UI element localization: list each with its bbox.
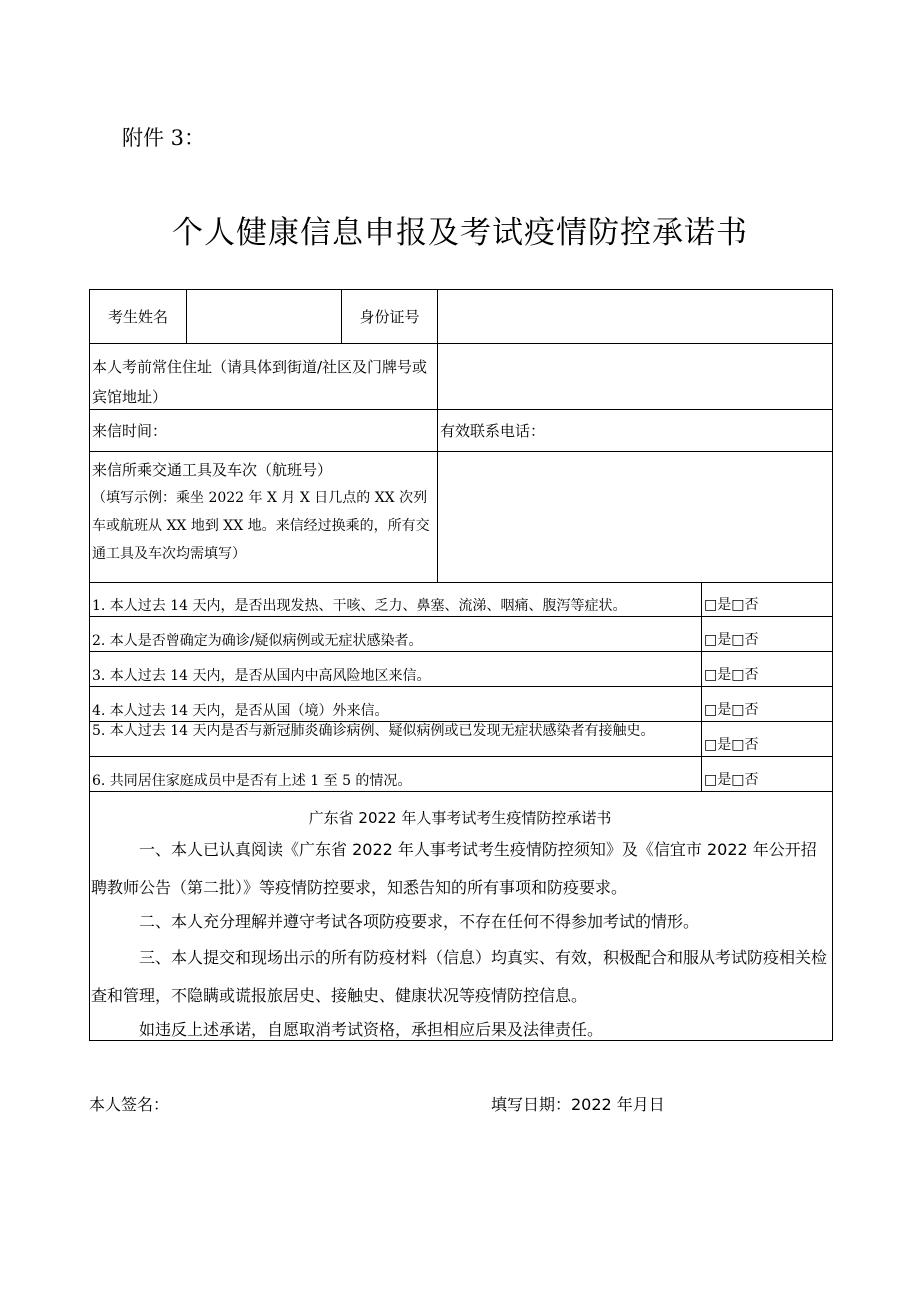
address-field[interactable] bbox=[438, 344, 832, 409]
page-title: 个人健康信息申报及考试疫情防控承诺书 bbox=[172, 215, 748, 251]
transport-label-cell bbox=[90, 452, 437, 582]
arrival-time-field[interactable]: 来信时间： bbox=[92, 422, 168, 440]
pledge-paragraph-4: 如违反上述承诺，自愿取消考试资格，承担相应后果及法律责任。 bbox=[139, 1020, 604, 1039]
question-2: 2. 本人是否曾确定为确诊/疑似病例或无症状感染者。 bbox=[92, 633, 423, 649]
yes-no-checkbox-4[interactable]: □是□否 bbox=[704, 702, 759, 718]
question-3: 3. 本人过去 14 天内，是否从国内中高风险地区来信。 bbox=[92, 668, 431, 684]
address-label: 本人考前常住住址（请具体到街道/社区及门牌号或宾馆地址） bbox=[92, 358, 428, 406]
transport-field[interactable] bbox=[438, 452, 832, 582]
pledge-paragraph-2: 二、本人充分理解并遵守考试各项防疫要求，不存在任何不得参加考试的情形。 bbox=[139, 912, 700, 931]
id-label: 身份证号 bbox=[359, 308, 420, 326]
question-6: 6. 共同居住家庭成员中是否有上述 1 至 5 的情况。 bbox=[92, 773, 412, 789]
date-label: 填写日期：2022 年月日 bbox=[491, 1095, 665, 1114]
yes-no-checkbox-6[interactable]: □是□否 bbox=[704, 772, 759, 788]
signature-label: 本人签名： bbox=[89, 1095, 170, 1114]
yes-no-checkbox-1[interactable]: □是□否 bbox=[704, 597, 759, 613]
yes-no-checkbox-3[interactable]: □是□否 bbox=[704, 667, 759, 683]
pledge-paragraph-3: 三、本人提交和现场出示的所有防疫材料（信息）均真实、有效，积极配合和服从考试防疫相关检查和管理，不隐瞒或谎报旅居史、接触史、健康状况等疫情防控信息。 bbox=[91, 948, 828, 1005]
pledge-paragraph-1: 一、本人已认真阅读《广东省 2022 年人事考试考生疫情防控须知》及《信宜市 2022 年公开招聘教师公告（第二批）》等疫情防控要求，知悉告知的所有事项和防疫要求。 bbox=[91, 840, 817, 897]
yes-no-checkbox-2[interactable]: □是□否 bbox=[704, 632, 759, 648]
pledge-title: 广东省 2022 年人事考试考生疫情防控承诺书 bbox=[308, 809, 612, 827]
attachment-label: 附件 3： bbox=[122, 126, 206, 150]
phone-field[interactable]: 有效联系电话： bbox=[440, 422, 546, 440]
transport-hint: （填写示例：乘坐 2022 年 X 月 X 日几点的 XX 次列车或航班从 XX 地到 XX 地。来信经过换乘的，所有交通工具及车次均需填写） bbox=[92, 490, 430, 562]
question-1: 1. 本人过去 14 天内，是否出现发热、干咳、乏力、鼻塞、流涕、咽痛、腹泻等症状。 bbox=[92, 598, 627, 614]
id-field[interactable] bbox=[438, 290, 832, 343]
name-field[interactable] bbox=[187, 290, 341, 343]
question-5: 5. 本人过去 14 天内是否与新冠肺炎确诊病例、疑似病例或已发现无症状感染者有接触史。 bbox=[92, 723, 655, 739]
question-4: 4. 本人过去 14 天内，是否从国（境）外来信。 bbox=[92, 703, 389, 719]
transport-label: 来信所乘交通工具及车次（航班号） bbox=[92, 461, 333, 479]
name-label: 考生姓名 bbox=[107, 308, 168, 326]
pledge-body bbox=[89, 829, 833, 1041]
yes-no-checkbox-5[interactable]: □是□否 bbox=[704, 737, 759, 753]
